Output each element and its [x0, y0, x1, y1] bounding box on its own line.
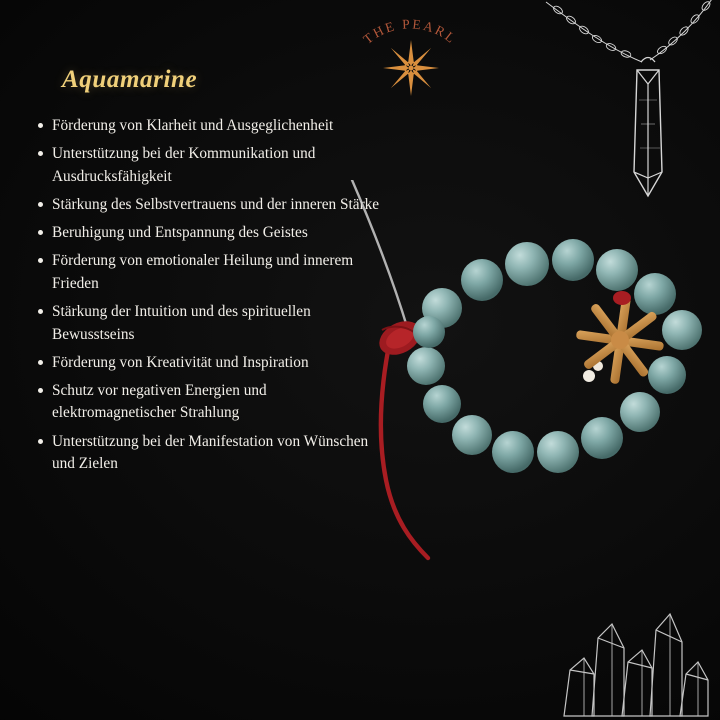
page-title: Aquamarine	[62, 66, 198, 93]
aquamarine-bracelet-photo	[330, 180, 720, 580]
brand-name: THE PEARL	[360, 16, 460, 47]
starburst-sun-icon	[383, 40, 439, 96]
list-item: Stärkung der Intuition und des spirituellen Bewusstseins	[38, 301, 386, 346]
list-item: Unterstützung bei der Kommunikation und Ausdrucksfähigkeit	[38, 143, 386, 188]
list-item: Beruhigung und Entspannung des Geistes	[38, 222, 386, 245]
brand-logo	[345, 4, 475, 114]
list-item: Förderung von Klarheit und Ausgeglichenheit	[38, 115, 386, 138]
list-item: Förderung von Kreativität und Inspiration	[38, 352, 386, 375]
crystal-cluster-icon	[554, 608, 714, 718]
list-item: Unterstützung bei der Manifestation von Wünschen und Zielen	[38, 431, 386, 476]
list-item: Schutz vor negativen Energien und elektromagnetischer Strahlung	[38, 380, 386, 425]
list-item: Förderung von emotionaler Heilung und innerem Frieden	[38, 250, 386, 295]
list-item: Stärkung des Selbstvertrauens und der inneren Stärke	[38, 194, 386, 217]
